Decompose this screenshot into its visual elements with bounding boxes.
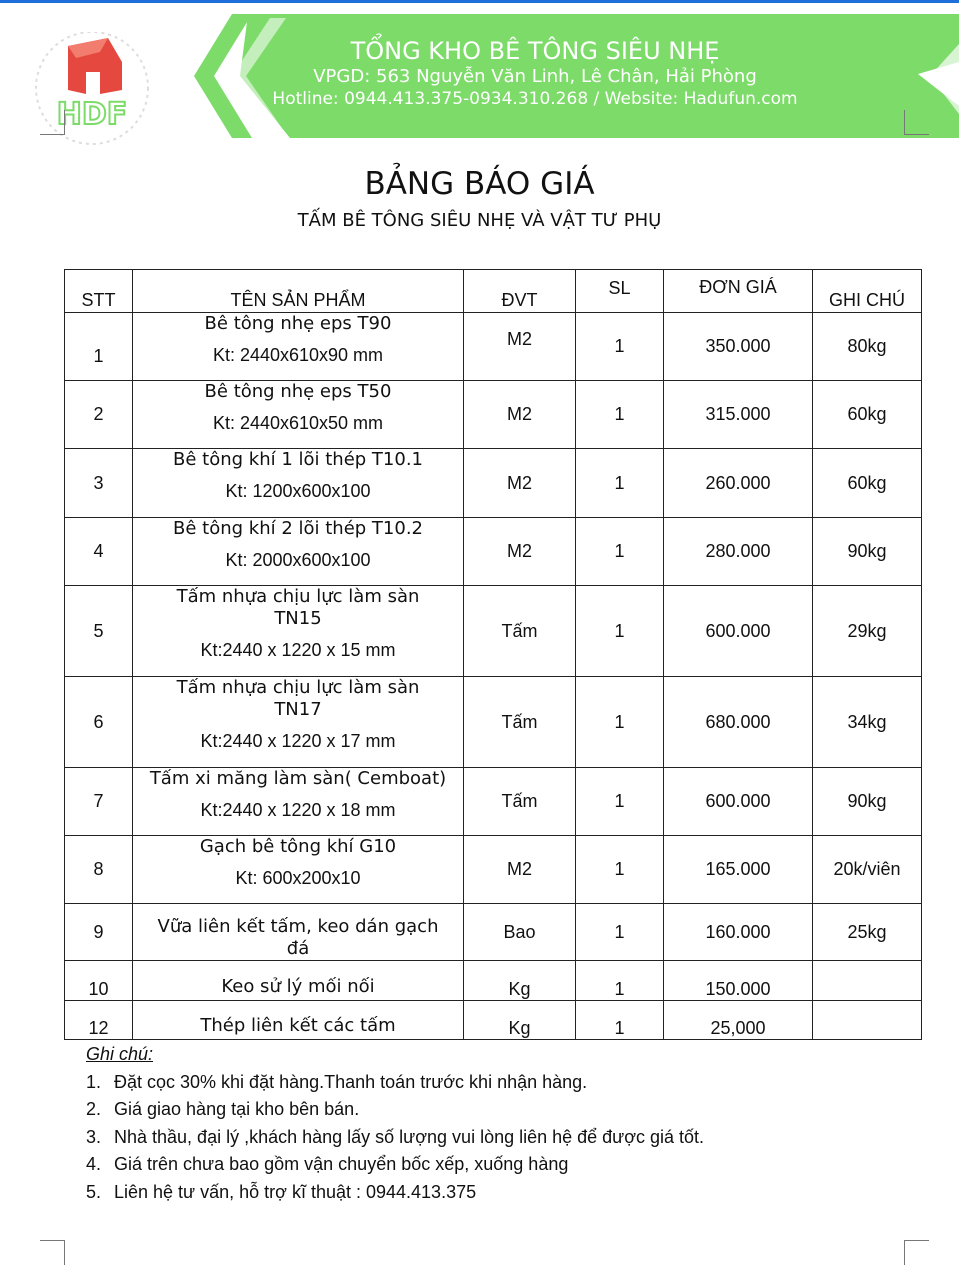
row-unit: Bao: [464, 904, 576, 961]
notes-list: [86, 1069, 704, 1207]
row-price: 165.000: [664, 836, 813, 904]
row-note: 25kg: [813, 904, 922, 961]
table-row: [65, 381, 922, 449]
row-note: 90kg: [813, 768, 922, 836]
row-note: 29kg: [813, 586, 922, 677]
page-corner-mark: [40, 110, 65, 135]
page-corner-mark: [904, 1240, 929, 1265]
row-qty: 1: [576, 677, 664, 768]
row-price: 600.000: [664, 586, 813, 677]
note-number: 3.: [86, 1126, 102, 1147]
company-contact: Hotline: 0944.413.375-0934.310.268 / Website: Hadufun.com: [272, 89, 798, 109]
note-text: Nhà thầu, đại lý ,khách hàng lấy số lượng vui lòng liên hệ để được giá tốt.: [114, 1126, 705, 1147]
row-stt: 6: [65, 677, 133, 768]
list-item: [86, 1179, 704, 1207]
list-item: [86, 1151, 704, 1179]
list-item: [86, 1124, 704, 1152]
header-note: GHI CHÚ: [813, 270, 922, 313]
product-name: Bê tông nhẹ eps T50: [204, 381, 392, 402]
row-stt: 4: [65, 518, 133, 586]
row-price: 680.000: [664, 677, 813, 768]
top-accent-line: [0, 0, 959, 3]
product-code: TN17: [274, 699, 322, 720]
row-unit: M2: [464, 381, 576, 449]
row-unit: M2: [464, 449, 576, 518]
row-name: [133, 313, 464, 381]
row-note: 60kg: [813, 381, 922, 449]
row-qty: 1: [576, 768, 664, 836]
header-name: TÊN SẢN PHẨM: [133, 270, 464, 313]
product-name: Tấm xi măng làm sàn( Cemboat): [149, 768, 447, 789]
table-row: [65, 768, 922, 836]
row-price: 350.000: [664, 313, 813, 381]
row-qty: 1: [576, 1001, 664, 1040]
row-qty: 1: [576, 518, 664, 586]
letterhead: [0, 14, 959, 138]
product-size: Kt:2440 x 1220 x 17 mm: [200, 731, 396, 751]
row-note: 20k/viên: [813, 836, 922, 904]
note-text: Giá giao hàng tại kho bên bán.: [114, 1099, 360, 1119]
page-corner-mark: [904, 110, 929, 135]
row-price: 260.000: [664, 449, 813, 518]
note-text: Giá trên chưa bao gồm vận chuyển bốc xếp, xuống hàng: [114, 1154, 569, 1174]
product-size: Kt:2440 x 1220 x 18 mm: [200, 800, 396, 820]
logo-lettering: HDF: [56, 97, 128, 132]
row-unit: Tấm: [464, 586, 576, 677]
row-stt: 7: [65, 768, 133, 836]
product-size: Kt: 600x200x10: [235, 868, 361, 888]
company-address: VPGD: 563 Nguyễn Văn Linh, Lê Chân, Hải Phòng: [313, 66, 757, 87]
header-price: ĐƠN GIÁ: [664, 270, 813, 313]
page-subtitle: TẤM BÊ TÔNG SIÊU NHẸ VÀ VẬT TƯ PHỤ: [297, 210, 662, 231]
row-price: 25,000: [664, 1001, 813, 1040]
table-row: [65, 313, 922, 381]
row-note: 60kg: [813, 449, 922, 518]
product-name: Gạch bê tông khí G10: [199, 836, 397, 857]
row-unit: M2: [464, 313, 576, 381]
company-name: TỔNG KHO BÊ TÔNG SIÊU NHẸ: [350, 37, 720, 65]
page-corner-mark: [40, 1240, 65, 1265]
note-number: 1.: [86, 1071, 102, 1092]
note-text: Đặt cọc 30% khi đặt hàng.Thanh toán trước khi nhận hàng.: [114, 1071, 588, 1092]
list-item: [86, 1096, 704, 1124]
table-row: [65, 449, 922, 518]
row-stt: 10: [65, 961, 133, 1001]
product-name: Tấm nhựa chịu lực làm sàn: [176, 586, 420, 607]
row-stt: 5: [65, 586, 133, 677]
row-name: [133, 768, 464, 836]
row-unit: M2: [464, 518, 576, 586]
row-unit: Tấm: [464, 768, 576, 836]
table-row: [65, 1001, 922, 1040]
row-stt: 9: [65, 904, 133, 961]
table-row: [65, 904, 922, 961]
table-header-row: [65, 270, 922, 313]
page-title: BẢNG BÁO GIÁ: [364, 166, 595, 202]
row-unit: Tấm: [464, 677, 576, 768]
product-name: Bê tông nhẹ eps T90: [204, 313, 392, 334]
table-row: [65, 836, 922, 904]
product-name-line2: đá: [286, 938, 310, 959]
row-stt: 2: [65, 381, 133, 449]
row-note: [813, 961, 922, 1001]
row-stt: 8: [65, 836, 133, 904]
row-note: 90kg: [813, 518, 922, 586]
row-price: 315.000: [664, 381, 813, 449]
row-price: 280.000: [664, 518, 813, 586]
header-qty: SL: [576, 270, 664, 313]
row-unit: Kg: [464, 961, 576, 1001]
product-name: Thép liên kết các tấm: [133, 1001, 464, 1040]
row-name: [133, 904, 464, 961]
row-price: 160.000: [664, 904, 813, 961]
table-row: [65, 961, 922, 1001]
row-qty: 1: [576, 586, 664, 677]
header-stt: STT: [65, 270, 133, 313]
row-name: [133, 836, 464, 904]
row-unit: M2: [464, 836, 576, 904]
product-size: Kt: 2440x610x50 mm: [212, 413, 384, 433]
row-name: [133, 677, 464, 768]
row-name: [133, 381, 464, 449]
header-unit: ĐVT: [464, 270, 576, 313]
product-size: Kt: 2000x600x100: [225, 550, 371, 570]
row-stt: 12: [65, 1001, 133, 1040]
product-name: Tấm nhựa chịu lực làm sàn: [176, 677, 420, 698]
table-row: [65, 518, 922, 586]
row-note: 34kg: [813, 677, 922, 768]
banner-text: [0, 36, 959, 110]
price-table: [64, 269, 922, 1040]
row-name: [133, 586, 464, 677]
row-note: 80kg: [813, 313, 922, 381]
note-text: Liên hệ tư vấn, hỗ trợ kĩ thuật : 0944.413.375: [114, 1181, 477, 1202]
product-name: Bê tông khí 2 lõi thép T10.2: [173, 518, 423, 539]
row-price: 150.000: [664, 961, 813, 1001]
row-note: [813, 1001, 922, 1040]
row-qty: 1: [576, 904, 664, 961]
product-name: Keo sử lý mối nối: [133, 961, 464, 1001]
row-name: [133, 518, 464, 586]
row-qty: 1: [576, 836, 664, 904]
note-number: 2.: [86, 1099, 102, 1119]
product-name: Bê tông khí 1 lõi thép T10.1: [173, 449, 423, 470]
row-qty: 1: [576, 381, 664, 449]
row-price: 600.000: [664, 768, 813, 836]
product-size: Kt: 1200x600x100: [225, 481, 371, 501]
product-code: TN15: [274, 608, 322, 629]
notes-heading: Ghi chú:: [86, 1044, 154, 1064]
note-number: 5.: [86, 1181, 102, 1202]
table-row: [65, 586, 922, 677]
row-unit: Kg: [464, 1001, 576, 1040]
row-stt: 1: [65, 313, 133, 381]
notes-section: [86, 1041, 704, 1206]
product-size: Kt:2440 x 1220 x 15 mm: [200, 640, 396, 660]
row-qty: 1: [576, 313, 664, 381]
row-stt: 3: [65, 449, 133, 518]
list-item: [86, 1069, 704, 1097]
product-name: Vữa liên kết tấm, keo dán gạch: [157, 916, 439, 937]
row-name: [133, 449, 464, 518]
product-size: Kt: 2440x610x90 mm: [212, 345, 384, 365]
table-row: [65, 677, 922, 768]
row-qty: 1: [576, 961, 664, 1001]
note-number: 4.: [86, 1154, 102, 1174]
row-qty: 1: [576, 449, 664, 518]
